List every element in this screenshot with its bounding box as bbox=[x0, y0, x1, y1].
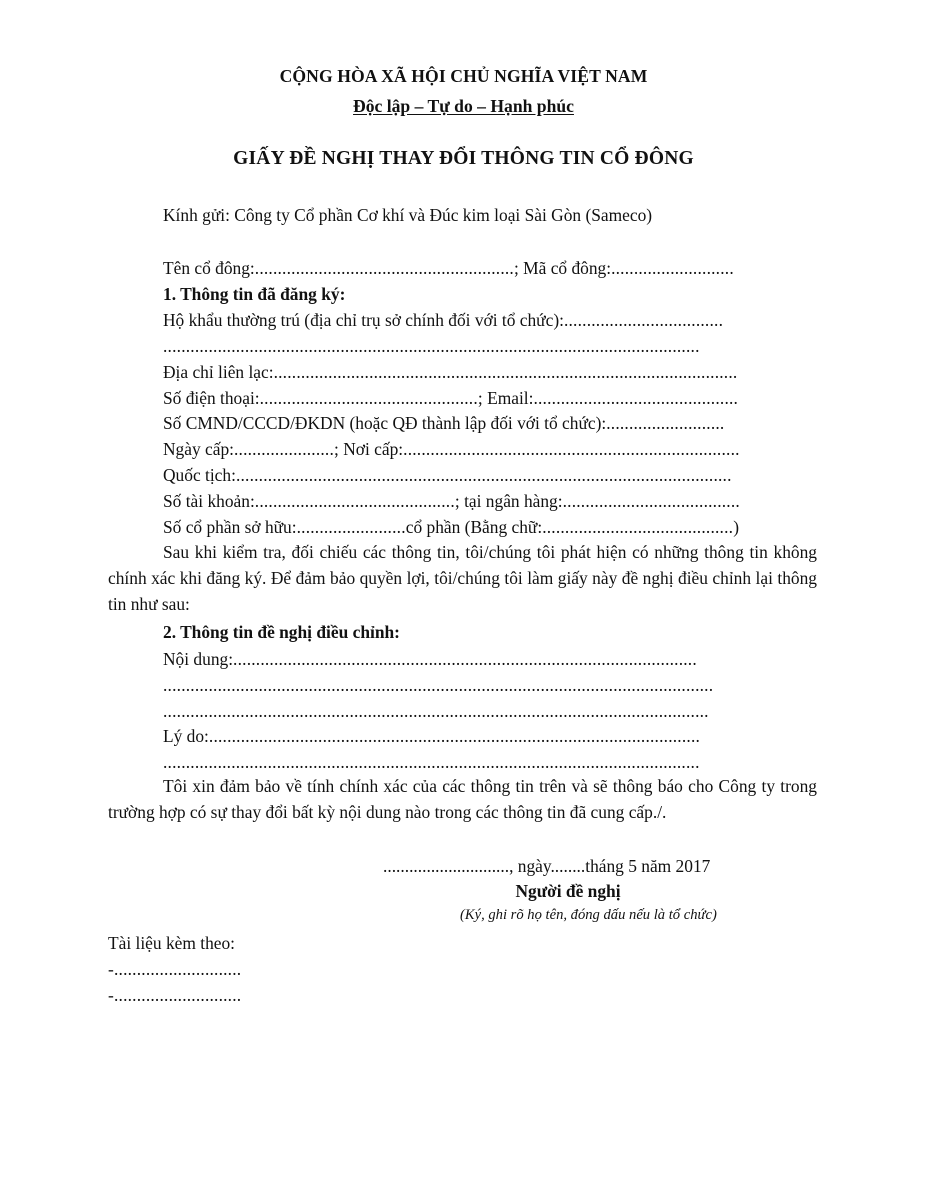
shareholder-name-field[interactable]: ......................................................... bbox=[254, 258, 514, 278]
attachments-label: Tài liệu kèm theo: bbox=[108, 933, 236, 953]
separator: ; bbox=[513, 258, 524, 278]
issue-place-field[interactable]: .......................................................................... bbox=[403, 439, 740, 459]
account-number-label: Số tài khoản: bbox=[163, 491, 255, 511]
residence-field[interactable]: ................................... bbox=[563, 310, 724, 330]
account-number-field[interactable]: ............................................ bbox=[254, 491, 455, 511]
attachment-item[interactable] bbox=[108, 984, 241, 1006]
bank-field[interactable]: ....................................... bbox=[562, 491, 740, 511]
section1-heading: 1. Thông tin đã đăng ký: bbox=[163, 284, 346, 304]
content-line bbox=[163, 648, 697, 670]
content-field[interactable]: ...................................................................................................... bbox=[233, 649, 697, 669]
place-date-line[interactable]: ............................., ngày........tháng 5 năm 2017 bbox=[383, 856, 711, 876]
bank-account-line bbox=[163, 490, 740, 512]
email-field[interactable]: ............................................. bbox=[533, 388, 739, 408]
nationality-label: Quốc tịch: bbox=[163, 465, 236, 485]
issue-date-label: Ngày cấp: bbox=[163, 439, 234, 459]
shares-owned-field[interactable]: ........................ bbox=[296, 517, 406, 537]
residence-label: Hộ khẩu thường trú (địa chỉ trụ sở chính đối với tổ chức): bbox=[163, 310, 564, 330]
email-label: ; Email: bbox=[477, 388, 534, 408]
shares-owned-label: Số cổ phần sở hữu: bbox=[163, 517, 297, 537]
content-continuation-dots-2[interactable]: ........................................................................................................................ bbox=[163, 701, 709, 721]
id-number-field[interactable]: .......................... bbox=[606, 413, 725, 433]
content-continuation-1[interactable] bbox=[163, 674, 713, 696]
content-continuation-dots-1[interactable]: ......................................................................................................................... bbox=[163, 675, 714, 695]
national-motto bbox=[0, 96, 927, 117]
shareholder-code-field[interactable]: ........................... bbox=[611, 258, 734, 278]
attachment-item-1[interactable]: -............................ bbox=[108, 959, 242, 979]
content-label: Nội dung: bbox=[163, 649, 234, 669]
shareholder-name-label: Tên cổ đông: bbox=[163, 258, 255, 278]
shares-in-words-field[interactable]: .......................................... bbox=[542, 517, 734, 537]
motto-text: Độc lập – Tự do – Hạnh phúc bbox=[353, 96, 574, 116]
contact-address-field[interactable]: ...................................................................................................... bbox=[273, 362, 738, 382]
shareholder-line bbox=[163, 257, 734, 279]
issue-line bbox=[163, 438, 740, 460]
residence-continuation-dots[interactable]: ...................................................................................................................... bbox=[163, 336, 700, 356]
signer-note: (Ký, ghi rõ họ tên, đóng dấu nếu là tổ chức) bbox=[460, 907, 717, 923]
shareholder-code-label: Mã cổ đông: bbox=[523, 258, 612, 278]
reason-field[interactable]: ............................................................................................................ bbox=[208, 726, 701, 746]
id-number-line bbox=[163, 412, 724, 434]
phone-field[interactable]: ................................................ bbox=[259, 388, 478, 408]
issue-date-field[interactable]: ...................... bbox=[233, 439, 335, 459]
bank-label: ; tại ngân hàng: bbox=[454, 491, 563, 511]
reason-label: Lý do: bbox=[163, 726, 209, 746]
contact-address-line bbox=[163, 361, 737, 383]
shares-unit-label: cổ phần (Bằng chữ: bbox=[405, 517, 543, 537]
issue-place-label: ; Nơi cấp: bbox=[334, 439, 404, 459]
reason-continuation[interactable] bbox=[163, 751, 700, 773]
shares-owned-line bbox=[163, 516, 739, 538]
reason-line bbox=[163, 725, 700, 747]
assurance-paragraph: Tôi xin đảm bảo về tính chính xác của các thông tin trên và sẽ thông báo cho Công ty trong trường hợp có sự thay đổi bất kỳ nội dung nào trong các thông tin đã cung cấp./. bbox=[108, 776, 817, 822]
section2-heading: 2. Thông tin đề nghị điều chỉnh: bbox=[163, 622, 400, 642]
verification-paragraph: Sau khi kiểm tra, đối chiếu các thông tin, tôi/chúng tôi phát hiện có những thông tin không chính xác khi đăng ký. Để đảm bảo quyền lợi, tôi/chúng tôi làm giấy này đề nghị điều chỉnh lại thông tin như sau: bbox=[108, 542, 817, 614]
nationality-field[interactable]: ............................................................................................................. bbox=[235, 465, 732, 485]
reason-continuation-dots[interactable]: ...................................................................................................................... bbox=[163, 752, 700, 772]
attachment-item-2[interactable]: -............................ bbox=[108, 985, 242, 1005]
phone-email-line bbox=[163, 387, 738, 409]
signer-title: Người đề nghị bbox=[515, 881, 621, 901]
document-title: GIẤY ĐỀ NGHỊ THAY ĐỔI THÔNG TIN CỔ ĐÔNG bbox=[233, 148, 694, 169]
attachment-item[interactable] bbox=[108, 958, 241, 980]
nationality-line bbox=[163, 464, 732, 486]
residence-line bbox=[163, 309, 723, 331]
national-header: CỘNG HÒA XÃ HỘI CHỦ NGHĨA VIỆT NAM bbox=[279, 66, 648, 86]
residence-continuation-field[interactable] bbox=[163, 335, 700, 357]
phone-label: Số điện thoại: bbox=[163, 388, 260, 408]
id-number-label: Số CMND/CCCD/ĐKDN (hoặc QĐ thành lập đối với tổ chức): bbox=[163, 413, 607, 433]
content-continuation-2[interactable] bbox=[163, 700, 709, 722]
contact-address-label: Địa chỉ liên lạc: bbox=[163, 362, 274, 382]
shares-close-paren: ) bbox=[733, 517, 739, 537]
recipient-line: Kính gửi: Công ty Cổ phần Cơ khí và Đúc kim loại Sài Gòn (Sameco) bbox=[163, 205, 653, 225]
